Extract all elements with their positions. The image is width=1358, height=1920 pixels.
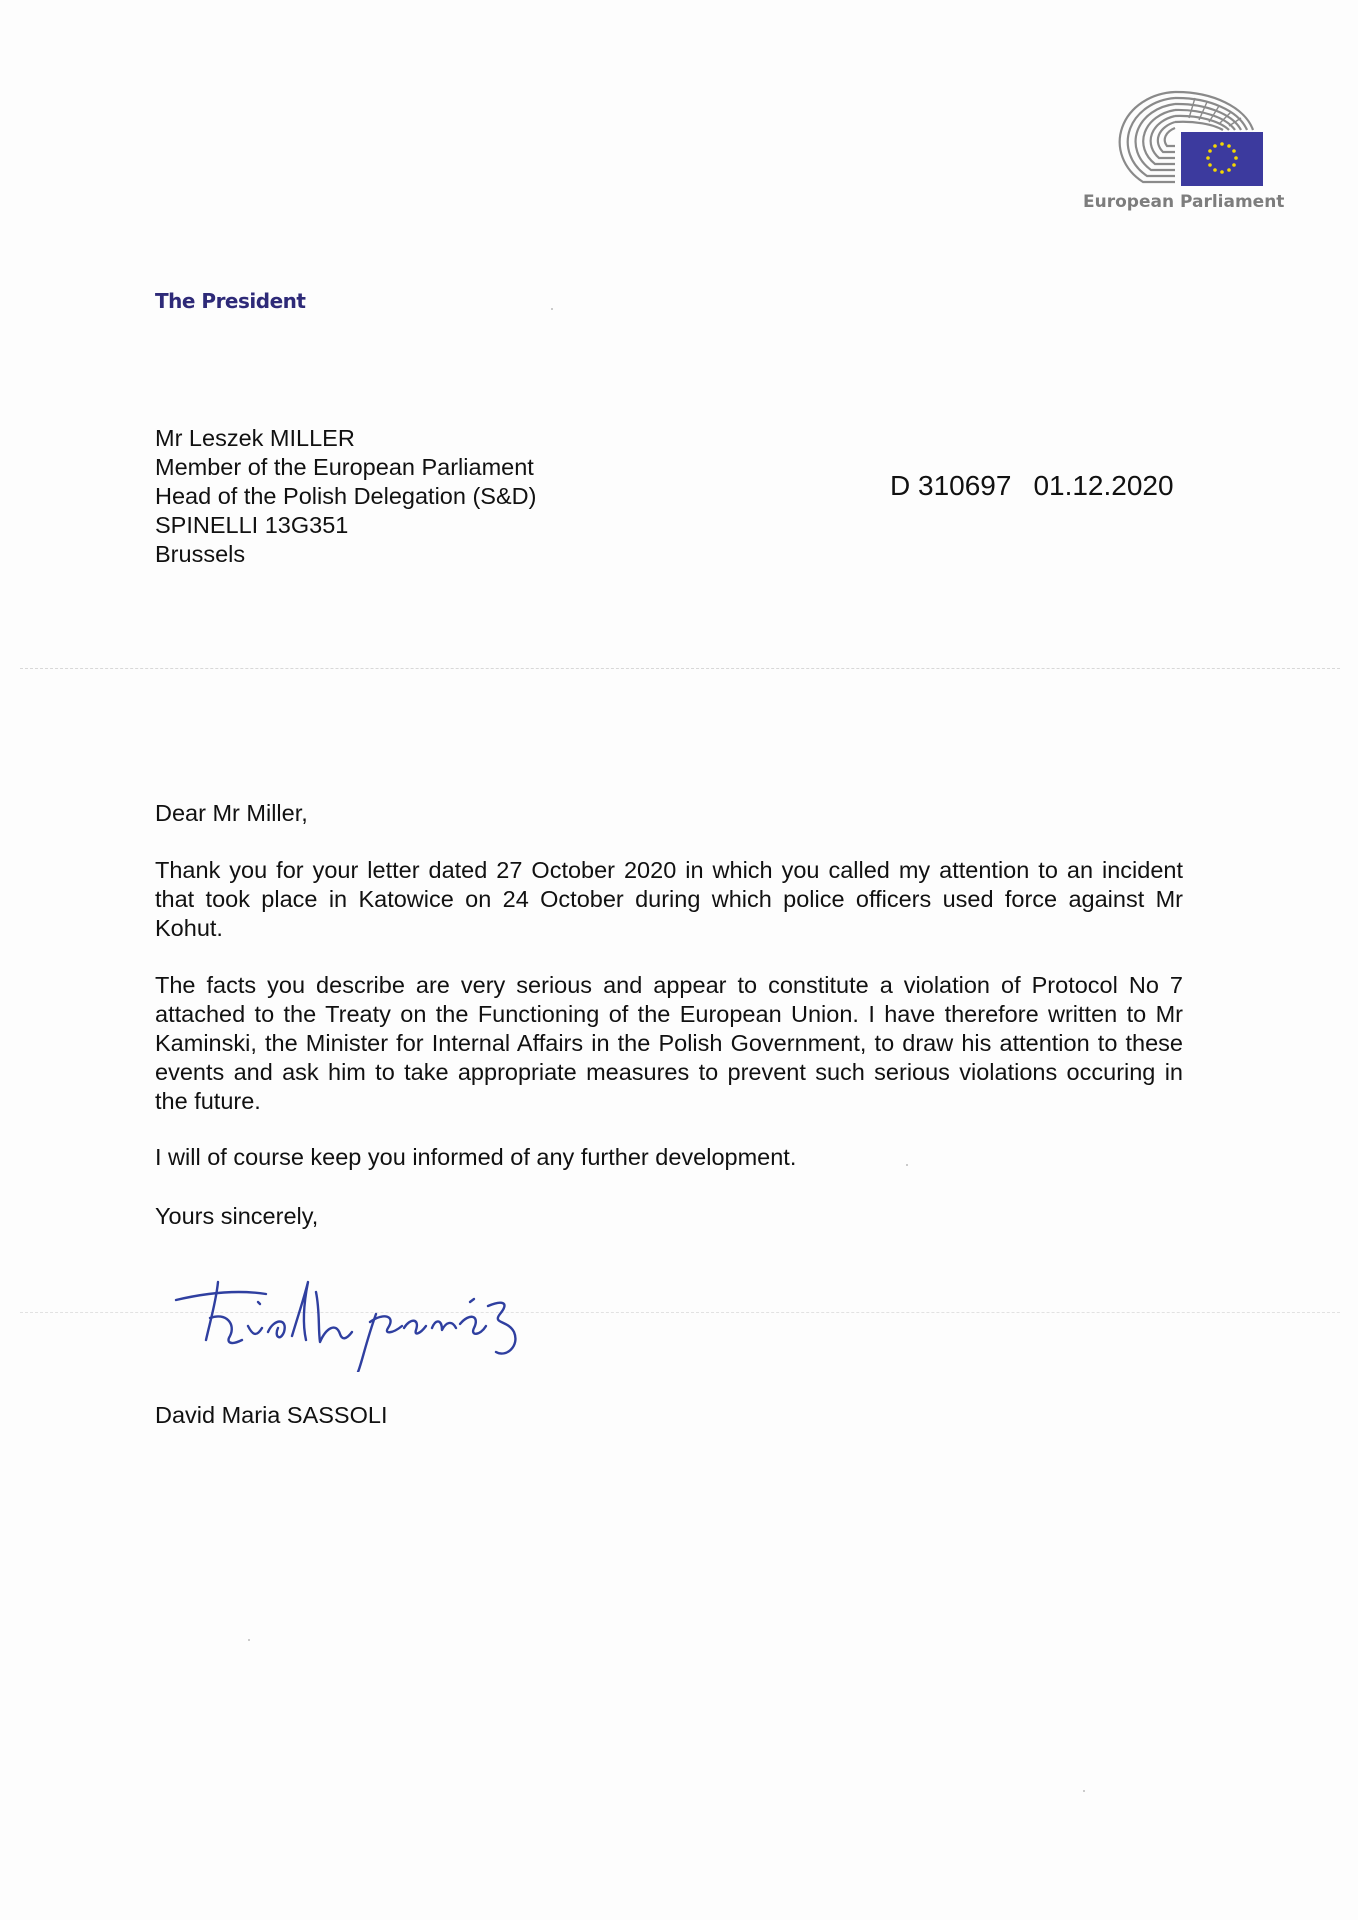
european-parliament-logo: [1083, 90, 1285, 220]
reference-date: 01.12.2020: [1033, 470, 1174, 501]
scan-speck: [248, 1639, 250, 1641]
salutation: Dear Mr Miller,: [155, 800, 308, 826]
handwritten-signature: [170, 1262, 550, 1372]
reference-number: D 310697: [890, 470, 1012, 501]
scan-speck: [551, 308, 553, 310]
paragraph-3: I will of course keep you informed of any further development.: [155, 1144, 797, 1170]
recipient-office: SPINELLI 13G351: [155, 512, 349, 538]
recipient-city: Brussels: [155, 541, 246, 567]
sender-title: The President: [155, 289, 306, 313]
recipient-role: Member of the European Parliament: [155, 454, 534, 480]
recipient-name: Mr Leszek MILLER: [155, 425, 355, 451]
scan-speck: [906, 1164, 908, 1166]
reference-block: [890, 470, 1174, 502]
recipient-delegation: Head of the Polish Delegation (S&D): [155, 483, 537, 509]
paragraph-2: The facts you describe are very serious and appear to constitute a violation of Protocol No 7 attached to the Treaty on the Functioning of the European Union. I have therefore written to Mr Kaminski, the Minister for Internal Affairs in the Polish Government, to draw his attention to these events and ask him to take appropriate measures to prevent such serious violations occuring in the future.: [155, 972, 1183, 1114]
closing: Yours sincerely,: [155, 1203, 319, 1229]
signatory-name: David Maria SASSOLI: [155, 1402, 388, 1428]
organisation-name: European Parliament: [1083, 192, 1285, 212]
paragraph-1: Thank you for your letter dated 27 October 2020 in which you called my attention to an incident that took place in Katowice on 24 October during which police officers used force against Mr Kohut.: [155, 857, 1183, 941]
fold-line: [20, 668, 1340, 669]
recipient-address: [155, 424, 536, 569]
scan-speck: [1083, 1790, 1085, 1792]
hemicycle-flag-icon: [1083, 90, 1263, 190]
